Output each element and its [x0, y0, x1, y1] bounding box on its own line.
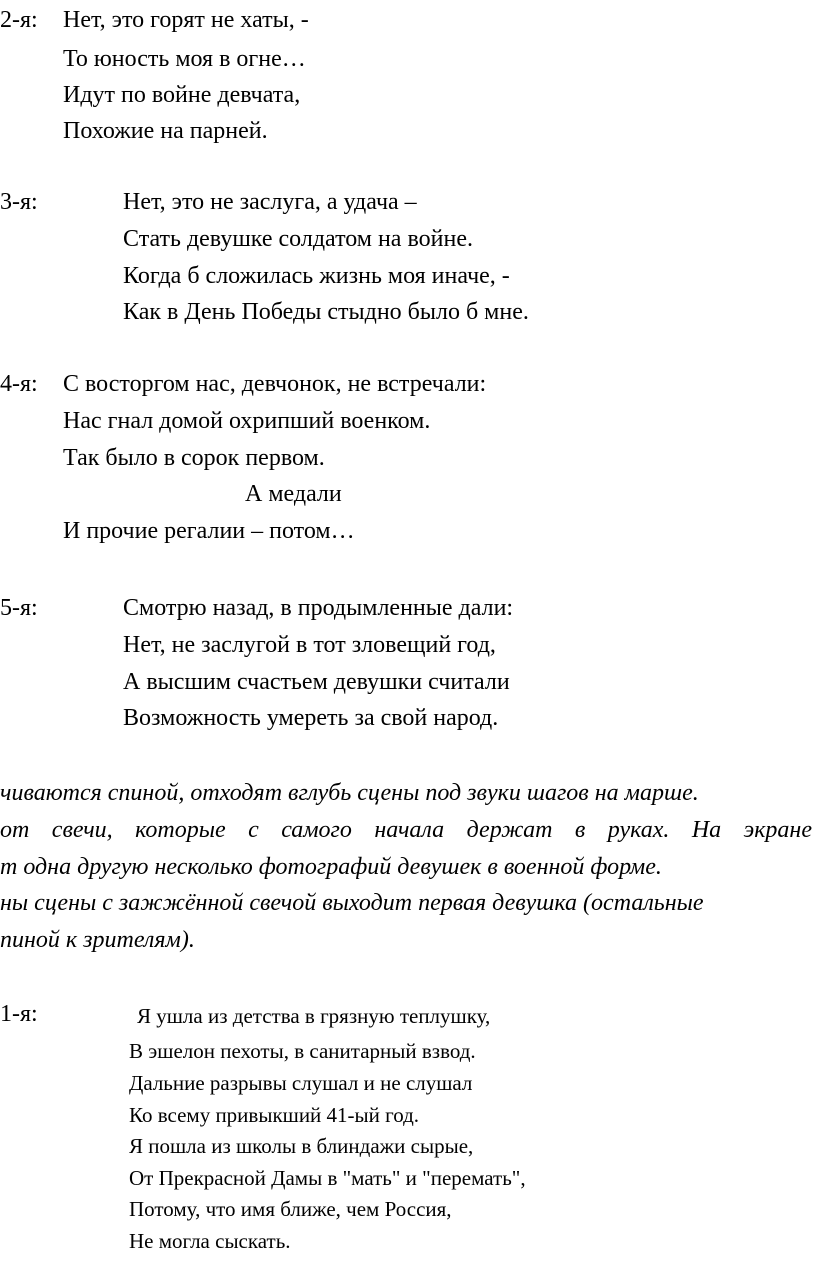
- verse-line: Не могла сыскать.: [129, 1229, 291, 1253]
- speaker-label: 3-я:: [0, 189, 38, 215]
- verse-line: А медали: [245, 481, 342, 507]
- verse-line: То юность моя в огне…: [63, 46, 306, 72]
- stage-direction-line: чиваются спиной, отходят вглубь сцены под звуки шагов на марше.: [0, 780, 699, 806]
- verse-line: Нет, не заслугой в тот зловещий год,: [123, 632, 496, 658]
- verse-line: А высшим счастьем девушки считали: [123, 669, 510, 695]
- speaker-label: 5-я:: [0, 595, 38, 621]
- verse-line: Я ушла из детства в грязную теплушку,: [137, 1004, 491, 1028]
- stage-direction-line: т одна другую несколько фотографий девушек в военной форме.: [0, 854, 662, 880]
- verse-line: Я пошла из школы в блиндажи сырые,: [129, 1134, 474, 1158]
- verse-line: И прочие регалии – потом…: [63, 518, 355, 544]
- verse-line: Идут по войне девчата,: [63, 82, 301, 108]
- stage-direction-line: ны сцены с зажжённой свечой выходит первая девушка (остальные: [0, 890, 704, 916]
- verse-line: Нас гнал домой охрипший военком.: [63, 408, 431, 434]
- verse-line: С восторгом нас, девчонок, не встречали:: [63, 371, 487, 397]
- verse-line: Когда б сложилась жизнь моя иначе, -: [123, 263, 510, 289]
- verse-line: Смотрю назад, в продымленные дали:: [123, 595, 514, 621]
- verse-line: Так было в сорок первом.: [63, 445, 325, 471]
- speaker-label: 4-я:: [0, 371, 38, 397]
- verse-line: Похожие на парней.: [63, 118, 268, 144]
- stage-direction-line: от свечи, которые с самого начала держат в руках. На экране: [0, 817, 812, 843]
- speaker-label: 1-я:: [0, 1001, 38, 1027]
- verse-line: От Прекрасной Дамы в "мать" и "перемать",: [129, 1166, 526, 1190]
- verse-line: Ко всему привыкший 41-ый год.: [129, 1103, 420, 1127]
- verse-line: Нет, это не заслуга, а удача –: [123, 189, 417, 215]
- verse-line: В эшелон пехоты, в санитарный взвод.: [129, 1039, 476, 1063]
- verse-line: Возможность умереть за свой народ.: [123, 705, 499, 731]
- speaker-label: 2-я:: [0, 7, 38, 33]
- verse-line: Нет, это горят не хаты, -: [63, 7, 309, 33]
- verse-line: Дальние разрывы слушал и не слушал: [129, 1071, 473, 1095]
- verse-line: Потому, что имя ближе, чем Россия,: [129, 1197, 452, 1221]
- verse-line: Как в День Победы стыдно было б мне.: [123, 299, 529, 325]
- stage-direction-line: пиной к зрителям).: [0, 927, 195, 953]
- verse-line: Стать девушке солдатом на войне.: [123, 226, 473, 252]
